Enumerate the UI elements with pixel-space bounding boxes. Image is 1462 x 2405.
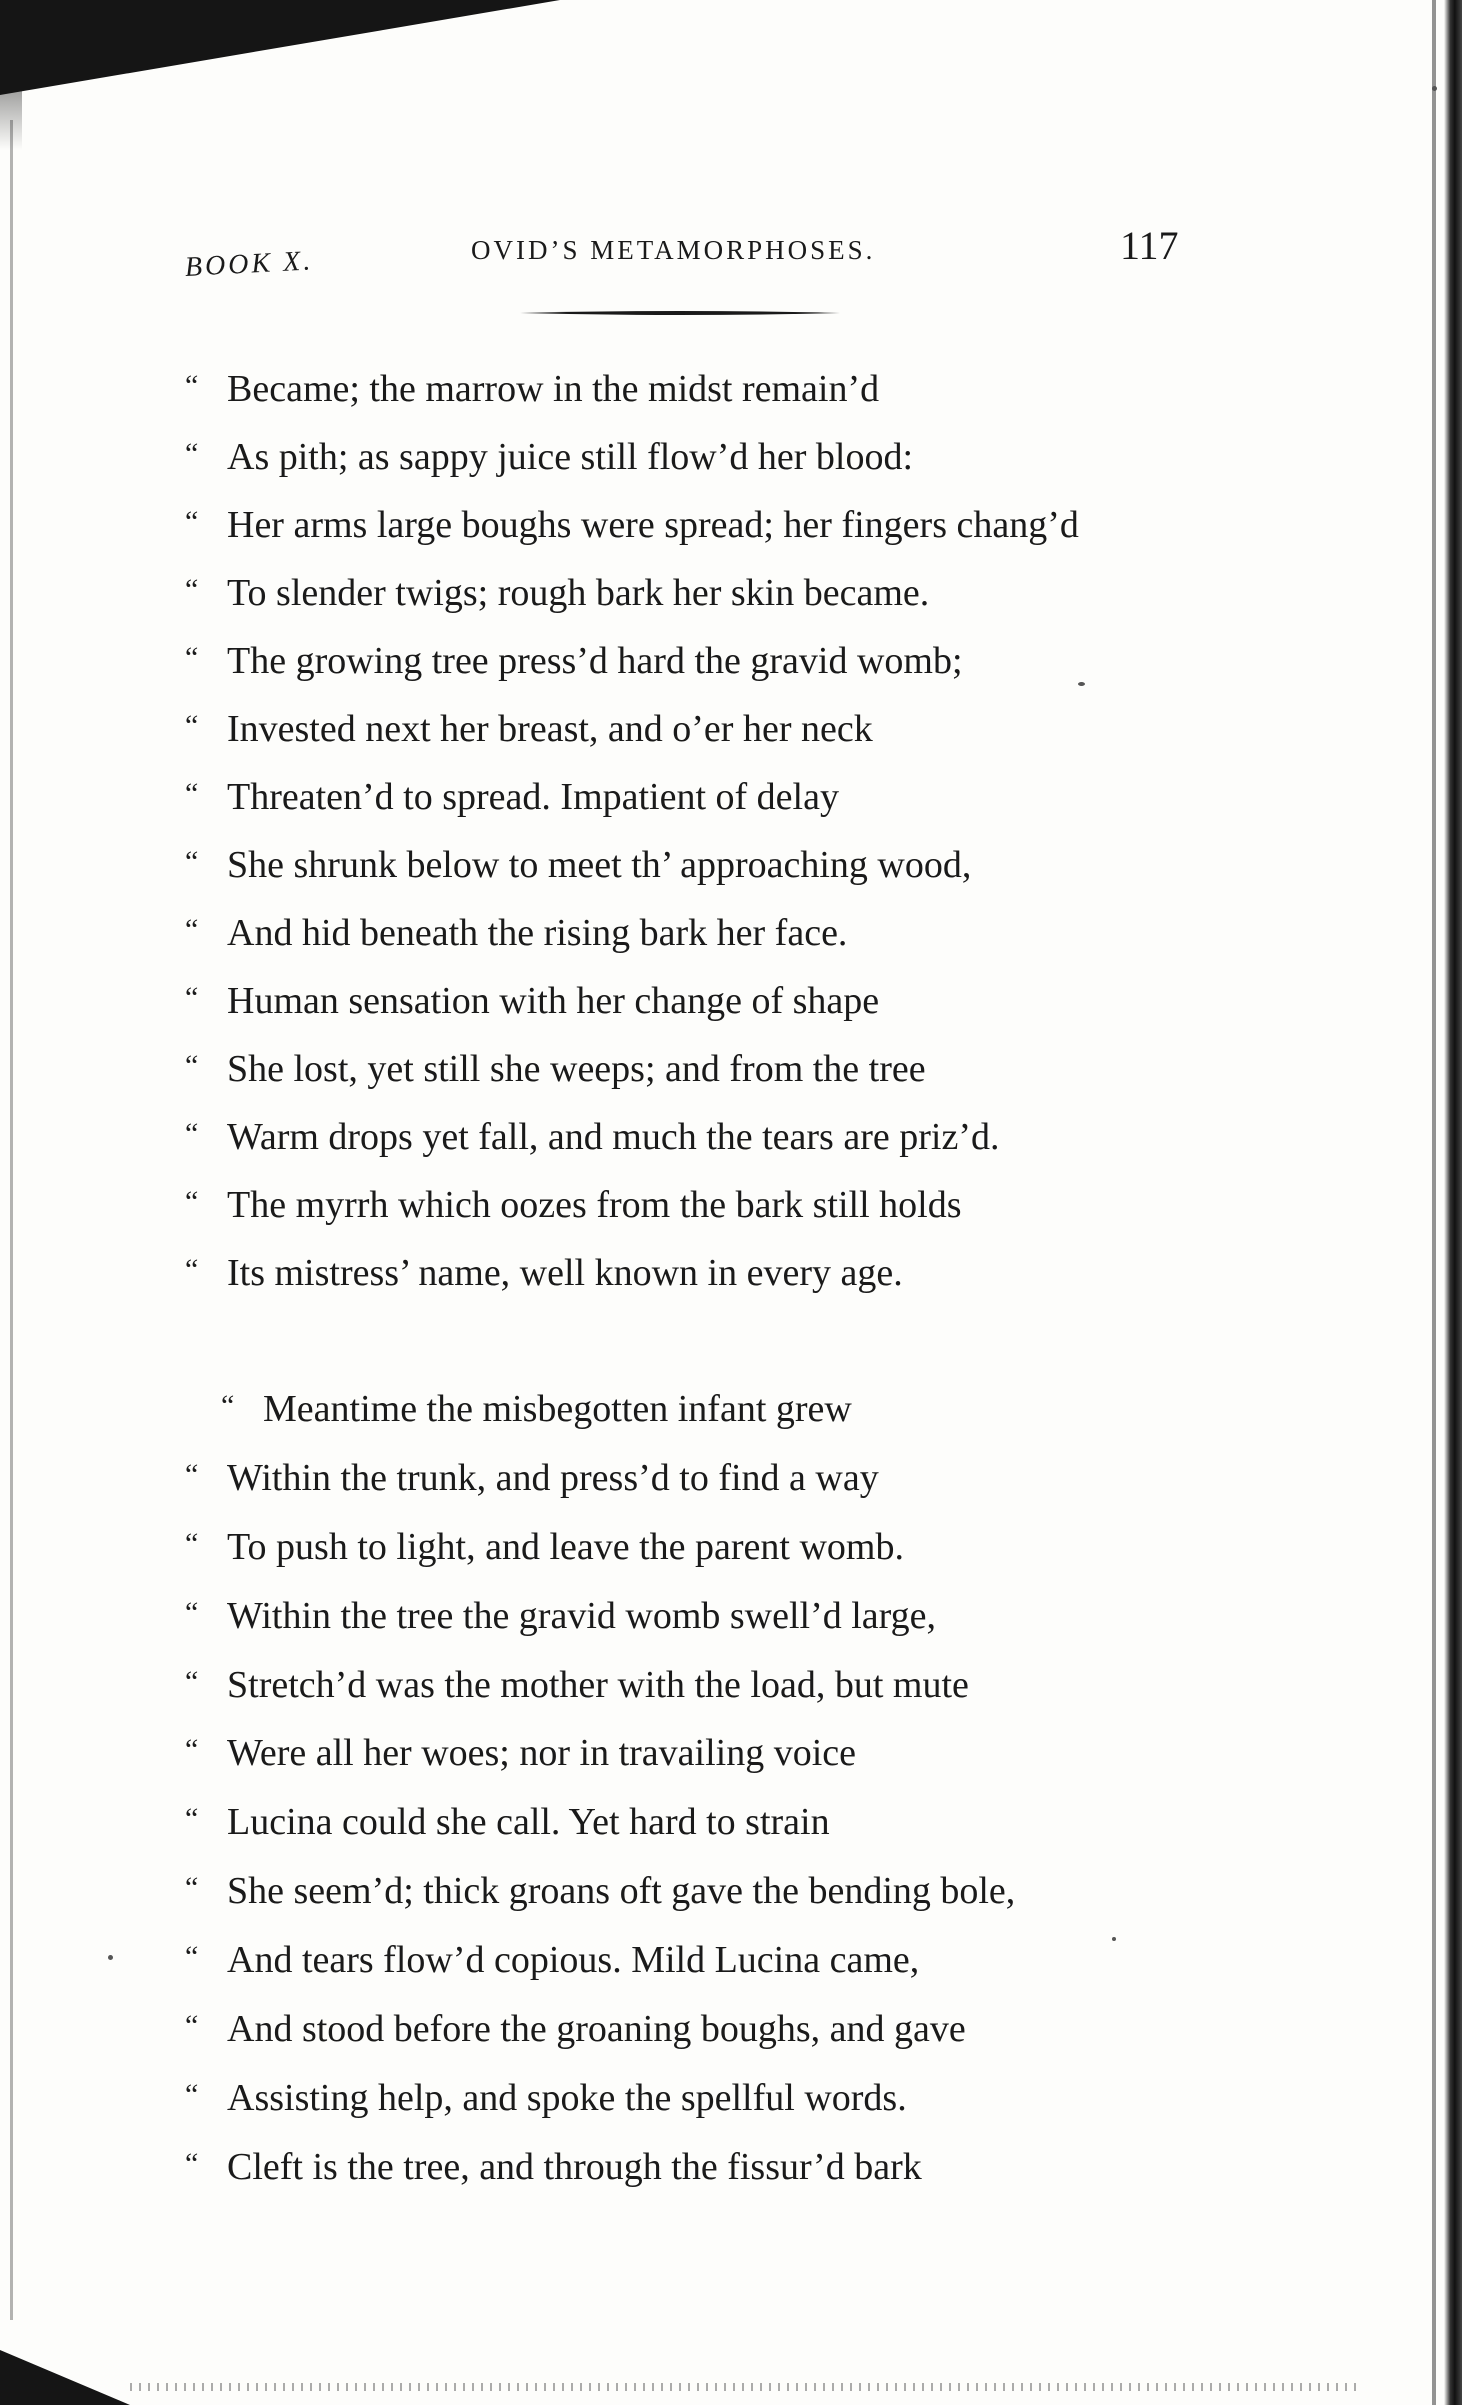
verse-line bbox=[185, 692, 1245, 760]
opening-quote: “ bbox=[185, 573, 199, 606]
header-rule-ornament bbox=[520, 310, 840, 316]
opening-quote: “ bbox=[185, 1117, 199, 1150]
verse-line bbox=[185, 1785, 1245, 1854]
verse-line bbox=[185, 624, 1245, 692]
opening-quote: “ bbox=[185, 505, 199, 538]
opening-quote: “ bbox=[185, 641, 199, 674]
verse-line bbox=[185, 420, 1245, 488]
opening-quote: “ bbox=[185, 369, 199, 402]
scan-corner-shadow bbox=[0, 0, 560, 95]
verse-line bbox=[185, 488, 1245, 556]
scan-bottom-noise bbox=[130, 2383, 1360, 2391]
verse-text: And tears flow’d copious. Mild Lucina came, bbox=[227, 1939, 920, 1982]
opening-quote: “ bbox=[185, 981, 199, 1014]
verse-text: Invested next her breast, and o’er her neck bbox=[227, 708, 873, 750]
opening-quote: “ bbox=[185, 2009, 199, 2043]
opening-quote: “ bbox=[185, 1253, 199, 1286]
verse-line bbox=[185, 2130, 1245, 2199]
verse-line bbox=[185, 1716, 1245, 1785]
verse-text: As pith; as sappy juice still flow’d her blood: bbox=[227, 436, 914, 478]
verse-line bbox=[185, 1923, 1245, 1992]
scan-speck bbox=[1432, 86, 1437, 91]
verse-text: Warm drops yet fall, and much the tears are priz’d. bbox=[227, 1116, 1000, 1158]
verse-text: Its mistress’ name, well known in every age. bbox=[227, 1252, 903, 1294]
verse-text: The growing tree press’d hard the gravid womb; bbox=[227, 640, 963, 682]
verse-text: She seem’d; thick groans oft gave the bending bole, bbox=[227, 1870, 1016, 1913]
verse-text: Human sensation with her change of shape bbox=[227, 980, 880, 1022]
verse-text: She shrunk below to meet th’ approaching wood, bbox=[227, 844, 972, 886]
page-number: 117 bbox=[1120, 223, 1179, 268]
opening-quote: “ bbox=[185, 845, 199, 878]
opening-quote: “ bbox=[185, 1595, 199, 1629]
verse-line bbox=[185, 964, 1245, 1032]
verse-text: To slender twigs; rough bark her skin became. bbox=[227, 572, 930, 614]
scan-left-edge bbox=[10, 120, 13, 2320]
verse-line bbox=[185, 896, 1245, 964]
verse-text: Within the tree the gravid womb swell’d large, bbox=[227, 1594, 937, 1637]
opening-quote: “ bbox=[185, 1526, 199, 1560]
opening-quote: “ bbox=[185, 1185, 199, 1218]
opening-quote: “ bbox=[185, 777, 199, 810]
opening-quote: “ bbox=[185, 1049, 199, 1082]
opening-quote: “ bbox=[185, 1664, 199, 1698]
stanza-2 bbox=[185, 1372, 1245, 2199]
opening-quote: “ bbox=[185, 437, 199, 470]
verse-text: Were all her woes; nor in travailing voice bbox=[227, 1732, 856, 1775]
verse-text: To push to light, and leave the parent womb. bbox=[227, 1525, 904, 1568]
verse-line bbox=[185, 828, 1245, 896]
verse-line bbox=[185, 1441, 1245, 1510]
verse-line bbox=[185, 760, 1245, 828]
opening-quote: “ bbox=[185, 1940, 199, 1974]
verse-line bbox=[185, 1236, 1245, 1304]
verse-text: Her arms large boughs were spread; her fingers chang’d bbox=[227, 504, 1079, 546]
opening-quote: “ bbox=[185, 1871, 199, 1905]
stanza-1 bbox=[185, 352, 1245, 1304]
verse-line bbox=[185, 1579, 1245, 1648]
verse-text: And stood before the groaning boughs, and gave bbox=[227, 2008, 966, 2051]
verse-line bbox=[185, 1100, 1245, 1168]
verse-line bbox=[185, 2061, 1245, 2130]
verse-text: She lost, yet still she weeps; and from the tree bbox=[227, 1048, 926, 1090]
opening-quote: “ bbox=[185, 2077, 199, 2111]
verse-line bbox=[185, 1510, 1245, 1579]
verse-line bbox=[185, 1854, 1245, 1923]
opening-quote: “ bbox=[221, 1389, 235, 1422]
verse-text: And hid beneath the rising bark her face. bbox=[227, 912, 848, 954]
opening-quote: “ bbox=[185, 1733, 199, 1767]
scan-bottom-corner-shadow bbox=[0, 2350, 130, 2405]
verse-text: Assisting help, and spoke the spellful words. bbox=[227, 2076, 907, 2119]
opening-quote: “ bbox=[185, 709, 199, 742]
verse-line bbox=[185, 1992, 1245, 2061]
verse-text: Threaten’d to spread. Impatient of delay bbox=[227, 776, 839, 818]
verse-line bbox=[185, 556, 1245, 624]
verse-text: Lucina could she call. Yet hard to strain bbox=[227, 1801, 830, 1844]
verse-line bbox=[185, 1032, 1245, 1100]
scan-right-edge bbox=[1444, 0, 1462, 2405]
verse-text: Within the trunk, and press’d to find a way bbox=[227, 1456, 879, 1499]
opening-quote: “ bbox=[185, 1802, 199, 1836]
opening-quote: “ bbox=[185, 913, 199, 946]
verse-text: Became; the marrow in the midst remain’d bbox=[227, 368, 880, 410]
opening-quote: “ bbox=[185, 1457, 199, 1491]
scan-speck bbox=[108, 1955, 113, 1960]
scan-right-edge-line bbox=[1432, 0, 1436, 2405]
verse-line bbox=[185, 1648, 1245, 1717]
running-head bbox=[185, 222, 1185, 292]
verse-line bbox=[185, 1168, 1245, 1236]
opening-quote: “ bbox=[185, 2146, 199, 2180]
book-label: BOOK X. bbox=[184, 245, 314, 283]
verse-text: Meantime the misbegotten infant grew bbox=[263, 1388, 852, 1430]
verse-text: Cleft is the tree, and through the fissur’d bark bbox=[227, 2145, 922, 2188]
verse-line bbox=[185, 1372, 1245, 1441]
verse-text: Stretch’d was the mother with the load, but mute bbox=[227, 1663, 969, 1706]
header-rule bbox=[520, 310, 840, 316]
verse-text: The myrrh which oozes from the bark still holds bbox=[227, 1184, 962, 1226]
verse-line bbox=[185, 352, 1245, 420]
header-title: OVID’S METAMORPHOSES. bbox=[471, 235, 876, 265]
